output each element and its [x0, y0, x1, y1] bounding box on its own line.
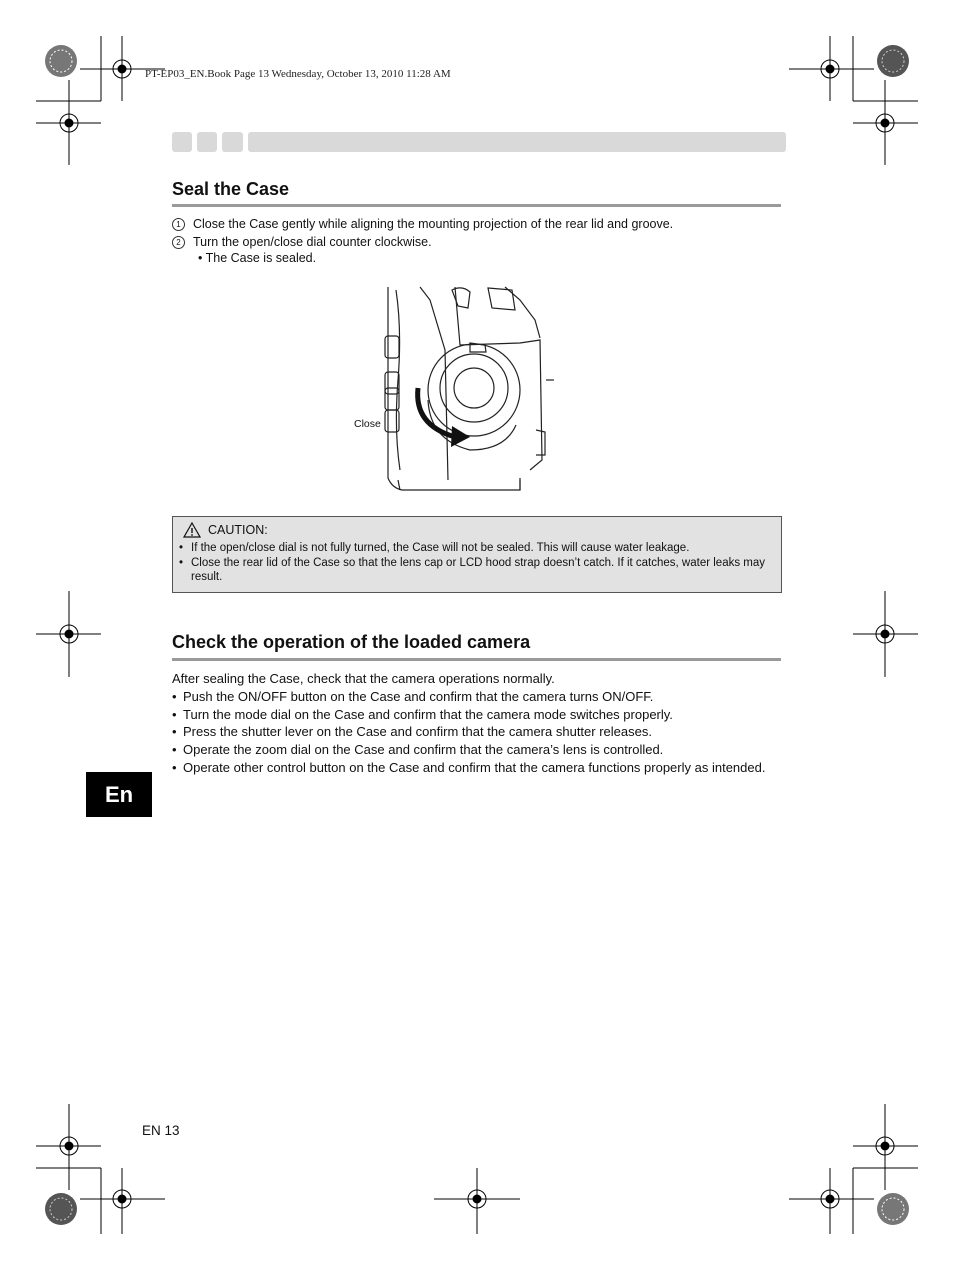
list-item: • Push the ON/OFF button on the Case and confirm that the camera turns ON/OFF.	[172, 689, 654, 704]
step-number: 1	[172, 218, 185, 231]
caution-title-row	[183, 522, 268, 538]
figure-label-close: Close	[354, 418, 381, 430]
caution-item: • Close the rear lid of the Case so that the lens cap or LCD hood strap doesn’t catch. If it catches, water leaks may result.	[179, 556, 766, 583]
list-item: • Operate other control button on the Case and confirm that the camera functions properly as intended.	[172, 759, 766, 775]
section-rule	[172, 658, 781, 661]
caution-title: CAUTION:	[208, 523, 268, 537]
section-title-seal: Seal the Case	[172, 179, 290, 199]
language-tab: En	[86, 772, 152, 817]
list-item: • Turn the mode dial on the Case and confirm that the camera mode switches properly.	[172, 706, 673, 722]
intro-text: After sealing the Case, check that the camera operations normally.	[172, 671, 555, 686]
step-number: 2	[172, 236, 185, 249]
step-text: Close the Case gently while aligning the mounting projection of the rear lid and groove.	[193, 217, 674, 231]
section-title-check: Check the operation of the loaded camera	[172, 632, 531, 652]
step-text: Turn the open/close dial counter clockwise.	[193, 235, 432, 249]
print-mark-text: PT-EP03_EN.Book Page 13 Wednesday, October 13, 2010 11:28 AM	[145, 68, 451, 80]
sub-bullet: • The Case is sealed.	[198, 251, 317, 265]
list-item: • Press the shutter lever on the Case and confirm that the camera shutter releases.	[172, 724, 652, 740]
caution-item: • If the open/close dial is not fully turned, the Case will not be sealed. This will cause water leakage.	[179, 542, 690, 554]
warning-triangle-icon	[183, 522, 201, 538]
page-number: EN 13	[142, 1123, 180, 1138]
check-list	[172, 688, 765, 777]
caution-list	[179, 541, 775, 585]
caution-box	[172, 516, 782, 593]
curved-arrow-icon	[418, 388, 455, 437]
list-item: • Operate the zoom dial on the Case and confirm that the camera’s lens is controlled.	[172, 742, 664, 758]
